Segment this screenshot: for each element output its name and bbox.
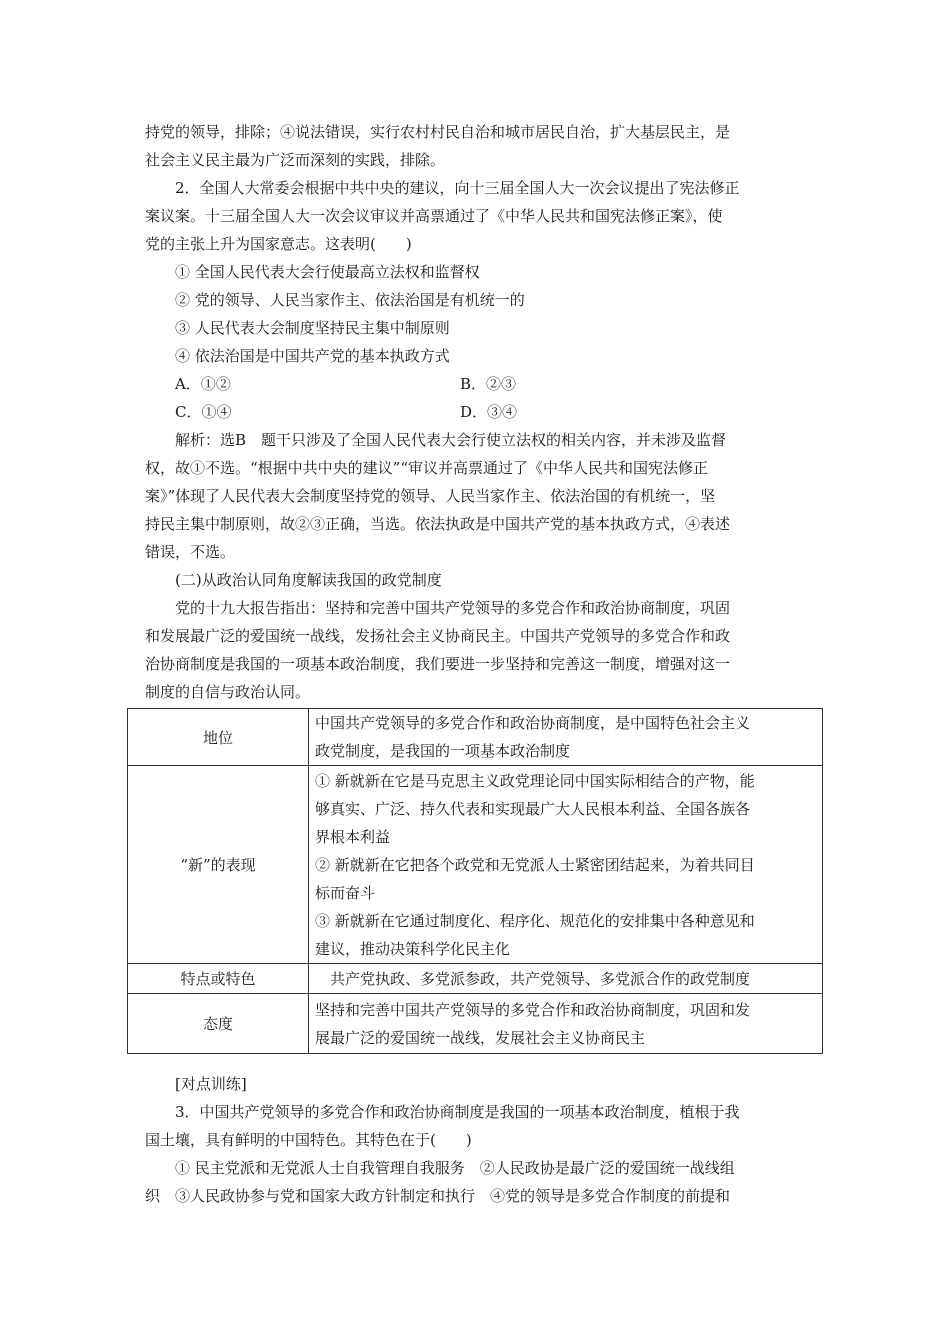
intro-line: 制度的自信与政治认同。: [145, 683, 311, 701]
answer-options-row: [145, 398, 810, 426]
question-item-line: ① 民主党派和无党派人士自我管理自我服务 ②人民政协是最广泛的爱国统一战线组: [175, 1159, 735, 1177]
option-c: C．①④: [175, 403, 232, 421]
row-header: 地位: [128, 709, 309, 766]
row-header: 特点或特色: [128, 964, 309, 994]
intro-line: 党的十九大报告指出：坚持和完善中国共产党领导的多党合作和政治协商制度，巩固: [175, 599, 731, 617]
analysis-line: 权，故①不选。“根据中共中央的建议”“审议并高票通过了《中华人民共和国宪法修正: [145, 459, 709, 477]
party-system-table: [127, 708, 823, 1054]
question-stem-line: 党的主张上升为国家意志。这表明( ): [145, 235, 412, 253]
row-content: [309, 964, 823, 994]
cell-line: ① 新就新在它是马克思主义政党理论同中国实际相结合的产物，能: [315, 771, 755, 790]
analysis-line: 案》”体现了人民代表大会制度坚持党的领导、人民当家作主、依法治国的有机统一，坚: [145, 487, 716, 505]
cell-line: 坚持和完善中国共产党领导的多党合作和政治协商制度，巩固和发: [315, 1000, 751, 1019]
section-heading: (二)从政治认同角度解读我国的政党制度: [175, 571, 442, 589]
analysis-line: 错误，不选。: [145, 543, 236, 561]
table-row: [128, 964, 823, 994]
table-row: [128, 766, 823, 964]
table-row: [128, 994, 823, 1054]
training-heading: [对点训练]: [175, 1075, 247, 1093]
intro-line: 和发展最广泛的爱国统一战线，发扬社会主义协商民主。中国共产党领导的多党合作和政: [145, 627, 731, 645]
training-block: [145, 1070, 810, 1210]
cell-line: 标而奋斗: [315, 883, 376, 902]
row-header: “新”的表现: [128, 766, 309, 964]
text-line: 持党的领导，排除；④说法错误，实行农村村民自治和城市居民自治，扩大基层民主，是: [145, 123, 731, 141]
question-stem-line: 案议案。十三届全国人大一次会议审议并高票通过了《中华人民共和国宪法修正案》，使: [145, 207, 723, 225]
cell-line: 够真实、广泛、持久代表和实现最广大人民根本利益、全国各族各: [315, 799, 751, 818]
question-2: [145, 174, 810, 566]
cell-line: ③ 新就新在它通过制度化、程序化、规范化的安排集中各种意见和: [315, 911, 755, 930]
question-stem-line: 3．中国共产党领导的多党合作和政治协商制度是我国的一项基本政治制度，植根于我: [175, 1103, 740, 1121]
cell-line: ② 新就新在它把各个政党和无党派人士紧密团结起来，为着共同目: [315, 855, 755, 874]
analysis-line: 持民主集中制原则，故②③正确，当选。依法执政是中国共产党的基本执政方式，④表述: [145, 515, 731, 533]
question-stem-line: 国土壤，具有鲜明的中国特色。其特色在于( ): [145, 1131, 472, 1149]
cell-line: 界根本利益: [315, 827, 391, 846]
option-d: D．③④: [460, 403, 518, 421]
cell-line: 政党制度，是我国的一项基本政治制度: [315, 742, 571, 760]
row-header: 态度: [128, 994, 309, 1054]
intro-line: 治协商制度是我国的一项基本政治制度，我们要进一步坚持和完善这一制度，增强对这一: [145, 655, 731, 673]
answer-options-row: [145, 370, 810, 398]
cell-line: 建议，推动决策科学化民主化: [315, 939, 511, 958]
cell-line: 共产党执政、多党派参政，共产党领导、多党派合作的政党制度: [315, 969, 751, 988]
row-content: [309, 709, 823, 766]
previous-analysis-tail: [145, 118, 810, 174]
question-item: ④ 依法治国是中国共产党的基本执政方式: [175, 347, 450, 365]
table-row: [128, 709, 823, 766]
section-block: [145, 566, 810, 706]
option-a: A．①②: [175, 375, 231, 393]
cell-line: 展最广泛的爱国统一战线，发展社会主义协商民主: [315, 1028, 646, 1047]
row-content: [309, 766, 823, 964]
row-content: [309, 994, 823, 1054]
question-item: ① 全国人民代表大会行使最高立法权和监督权: [175, 263, 480, 281]
question-stem-line: 2．全国人大常委会根据中共中央的建议，向十三届全国人大一次会议提出了宪法修正: [175, 179, 740, 197]
option-b: B．②③: [460, 375, 517, 393]
analysis-line: 解析：选B 题干只涉及了全国人民代表大会行使立法权的相关内容，并未涉及监督: [175, 431, 727, 449]
text-line: 社会主义民主最为广泛而深刻的实践，排除。: [145, 151, 446, 169]
question-item-line: 织 ③人民政协参与党和国家大政方针制定和执行 ④党的领导是多党合作制度的前提和: [145, 1187, 731, 1205]
cell-line: 中国共产党领导的多党合作和政治协商制度，是中国特色社会主义: [315, 714, 751, 732]
question-item: ③ 人民代表大会制度坚持民主集中制原则: [175, 319, 450, 337]
question-item: ② 党的领导、人民当家作主、依法治国是有机统一的: [175, 291, 525, 309]
